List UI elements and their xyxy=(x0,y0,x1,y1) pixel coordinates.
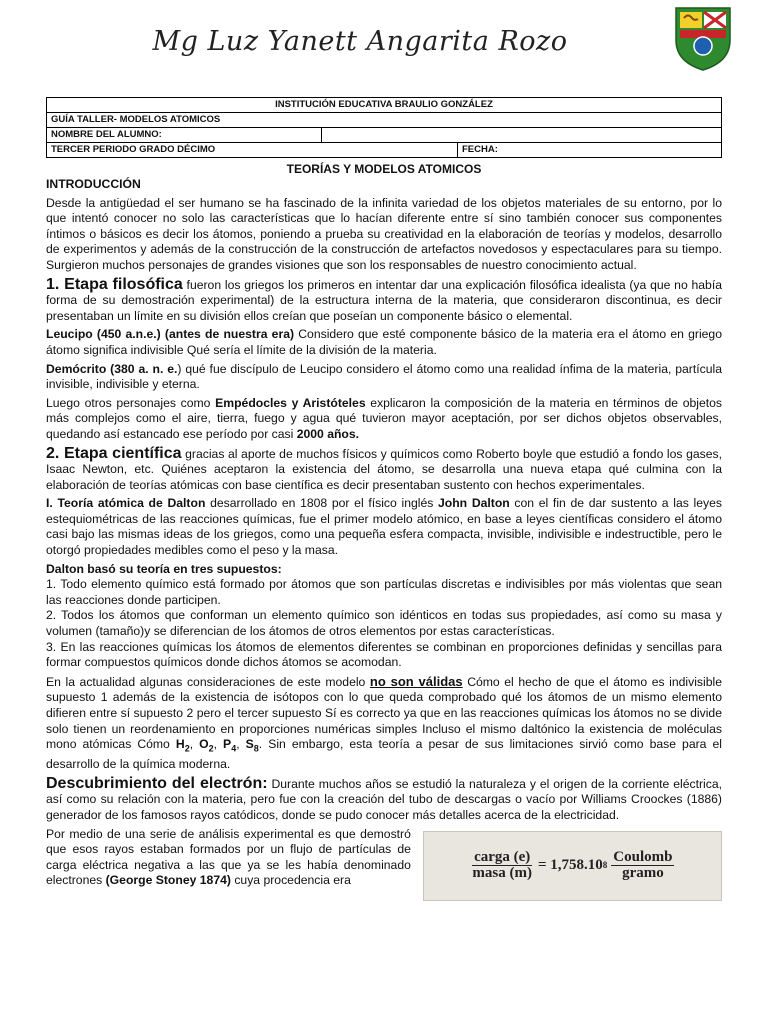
student-name-field[interactable] xyxy=(322,128,722,143)
formula-unit xyxy=(611,850,674,882)
electron-text: Durante muchos años se estudió la naturaleza y el origen de la corriente eléctrica, así como su relación con la materia, pero fue con la creación del tubo de descargas o vacío por Williams Croockes (1886) generador de los famosos rayos catódicos, donde se pudo conocer más detalles acerca de la electricidad. xyxy=(46,776,722,822)
period-cell: TERCER PERIODO GRADO DÉCIMO xyxy=(47,143,458,158)
formula-unit-numerator: Coulomb xyxy=(613,848,673,865)
electron-paragraph xyxy=(46,776,722,824)
democrito-text: ) qué fue discípulo de Leucipo considero el átomo como una realidad ínfima de la materia, partícula invisible, indivisible y eterna. xyxy=(46,361,722,392)
molecule-o-sub: 2 xyxy=(208,743,214,754)
document-title: TEORÍAS Y MODELOS ATOMICOS xyxy=(286,162,482,176)
formula-numerator: carga (e) xyxy=(474,848,531,865)
experiment-name: (George Stoney 1874) xyxy=(105,873,231,888)
dalton-text-b: con el fin de dar sustento a las leyes estequiométricas de las reacciones químicas, fue el primer modelo atómico, en base a leyes científicas considero el átomo casi bajo las mismas ideas de los griegos, como una pequeña esfera compacta, invisible, indivisible e indestructible, pero le otorgó propiedades medibles como el peso y la masa. xyxy=(46,496,722,558)
dalton-text-a: desarrollado en 1808 por el físico inglés xyxy=(205,496,439,511)
student-label-cell: NOMBRE DEL ALUMNO: xyxy=(47,128,322,143)
others-text-b: explicaron la composición de la materia en términos de objetos más complejos como el aire, tierra, fuego y agua qué tuvieron mayor aceptación, por ser dichos objetos observables, quedando así estancado ese período por casi xyxy=(46,395,722,441)
others-paragraph xyxy=(46,396,722,443)
molecule-s: S xyxy=(245,737,254,752)
postulate-2: 2. Todos los átomos que conforman un elemento químico son idénticos en todas sus propiedades, así como su masa y volumen (tamaño)y se diferencian de los átomos de otros elementos por estas características. xyxy=(46,608,722,639)
dalton-title: I. Teoría atómica de Dalton xyxy=(46,496,206,511)
formula-unit-denominator: gramo xyxy=(622,865,664,882)
current-text-c: Sin embargo, esta teoría a pesar de sus limitaciones sirvió como base para el desarrollo de la química moderna. xyxy=(46,737,722,772)
molecule-p: P xyxy=(223,737,232,752)
dalton-name: John Dalton xyxy=(438,496,510,511)
molecule-h-sub: 2 xyxy=(184,743,190,754)
current-paragraph: En la actualidad algunas consideraciones de este modelo no son válidas Cómo el hecho de que el átomo es indivisible supuesto 1 además de la existencia de isótopos con lo que queda comprobado qué los átomos de un mismo elemento difieren entre sí supuesto 2 pero el tercer supuesto Sí es correcto ya que en las reacciones químicas los átomos no se divide solo tienen un reordenamiento en proporciones numéricas simples Incluso el mismo daltónico la existencia de moléculas mono atómicas Cómo $H_2$, $O_2$, $P_4$, $S_8$. Sin embargo, esta teoría a pesar de sus limitaciones sirvió como base para el desarrollo de la química moderna. xyxy=(46,673,722,772)
author-title: Mg Luz Yanett Angarita Rozo xyxy=(152,26,568,57)
document-body xyxy=(46,177,722,901)
school-shield-icon xyxy=(672,6,734,72)
experiment-text-b: cuya procedencia era xyxy=(230,873,351,888)
molecule-h: H xyxy=(175,737,185,752)
dalton-bases: Dalton basó su teoría en tres supuestos: xyxy=(46,561,282,576)
stage1-text: fueron los griegos los primeros en intentar dar una explicación filosófica idealista (ya que no había forma de su demostración experimental) de la estructura interna de la materia, que consideraron discontinua, es decir presentaban un límite en su división ellos creían que poseían un componente básico o elemental. xyxy=(46,277,722,323)
leucipo-paragraph xyxy=(46,327,722,358)
stage2-title: 2. Etapa científica xyxy=(46,444,182,462)
others-years: 2000 años. xyxy=(296,426,360,441)
stage2-paragraph xyxy=(46,446,722,494)
current-text-a: En la actualidad algunas consideraciones de este modelo xyxy=(46,674,370,689)
stage1-title: 1. Etapa filosófica xyxy=(46,275,183,293)
leucipo-name: Leucipo (450 a.n.e.) (antes de nuestra era) xyxy=(46,327,295,342)
others-text-a: Luego otros personajes como xyxy=(46,395,216,410)
electron-title: Descubrimiento del electrón: xyxy=(46,774,268,792)
institution-cell: INSTITUCIÓN EDUCATIVA BRAULIO GONZÁLEZ xyxy=(47,98,722,113)
guide-cell: GUÍA TALLER- MODELOS ATOMICOS xyxy=(47,113,722,128)
formula-denominator: masa (m) xyxy=(472,865,532,882)
formula-fraction xyxy=(470,850,534,882)
postulate-3: 3. En las reacciones químicas los átomos de elementos diferentes se combinan en proporciones definidas y sencillas para formar compuestos químicos donde dichos átomos se acomodan. xyxy=(46,639,722,670)
molecule-p-sub: 4 xyxy=(231,743,237,754)
democrito-name: Demócrito (380 a. n. e. xyxy=(46,361,178,376)
date-cell[interactable]: FECHA: xyxy=(458,143,722,158)
experiment-text-a: Por medio de una serie de análisis experimental es que demostró que esos rayos estaban formados por un flujo de partículas de carga eléctrica negativa a las que ya se les había denominado electrones xyxy=(46,826,411,888)
intro-heading: INTRODUCCIÓN xyxy=(46,177,141,191)
formula-exponent: 8 xyxy=(602,859,608,870)
formula-value: = 1,758.10 xyxy=(537,856,603,873)
info-table xyxy=(46,97,722,158)
intro-paragraph: Desde la antigüedad el ser humano se ha fascinado de la infinita variedad de los objetos materiales de su entorno, por lo que intentó conocer no solo las características que lo hacían diferente entre sí sino también conocer sus componentes íntimos o básicos es decir los átomos, poniendo a prueba su creatividad en la elaboración de teorías y modelos, desarrollo de experimentos y además de la construcción de la construcción de artefactos novedosos y espectaculares para su tiempo. Surgieron muchos personajes de grandes visiones que son los responsables de nuestro conocimiento actual. xyxy=(46,195,722,272)
current-text-b: Cómo el hecho de que el átomo es indivisible supuesto 1 además de la existencia de isótopos con lo que queda comprobado qué los átomos de un mismo elemento difieren entre sí supuesto 2 pero el tercer supuesto Sí es correcto ya que en las reacciones químicas los átomos no se divide solo tienen un reordenamiento en proporciones numéricas simples Incluso el mismo daltónico la existencia de moléculas mono atómicas Cómo xyxy=(46,674,722,752)
stage1-paragraph xyxy=(46,277,722,325)
charge-mass-formula xyxy=(423,831,722,901)
molecule-s-sub: 8 xyxy=(253,743,259,754)
stage2-text: gracias al aporte de muchos físicos y químicos como Roberto boyle que estudió a fondo los gases, Isaac Newton, etc. Quiénes aceptaron la existencia del átomo, se desarrolla una nueva etapa qué culmina con la elaboración de teorías atómicas con base científica es decir presentaban sustento con hechos experimentales. xyxy=(46,446,722,492)
democrito-paragraph xyxy=(46,362,722,393)
experiment-paragraph xyxy=(46,827,411,889)
molecule-o: O xyxy=(199,737,209,752)
others-names: Empédocles y Aristóteles xyxy=(215,395,366,410)
postulate-1: 1. Todo elemento químico está formado por átomos que son partículas discretas e indivisibles por más violentas que sean las reacciones donde participen. xyxy=(46,577,722,607)
not-valid-text: no son válidas xyxy=(369,673,463,689)
leucipo-text: Considero que esté componente básico de la materia era el átomo en griego átomo significa indivisible Qué sería el límite de la división de la materia. xyxy=(46,327,722,357)
dalton-paragraph xyxy=(46,496,722,558)
experiment-row xyxy=(46,827,722,901)
